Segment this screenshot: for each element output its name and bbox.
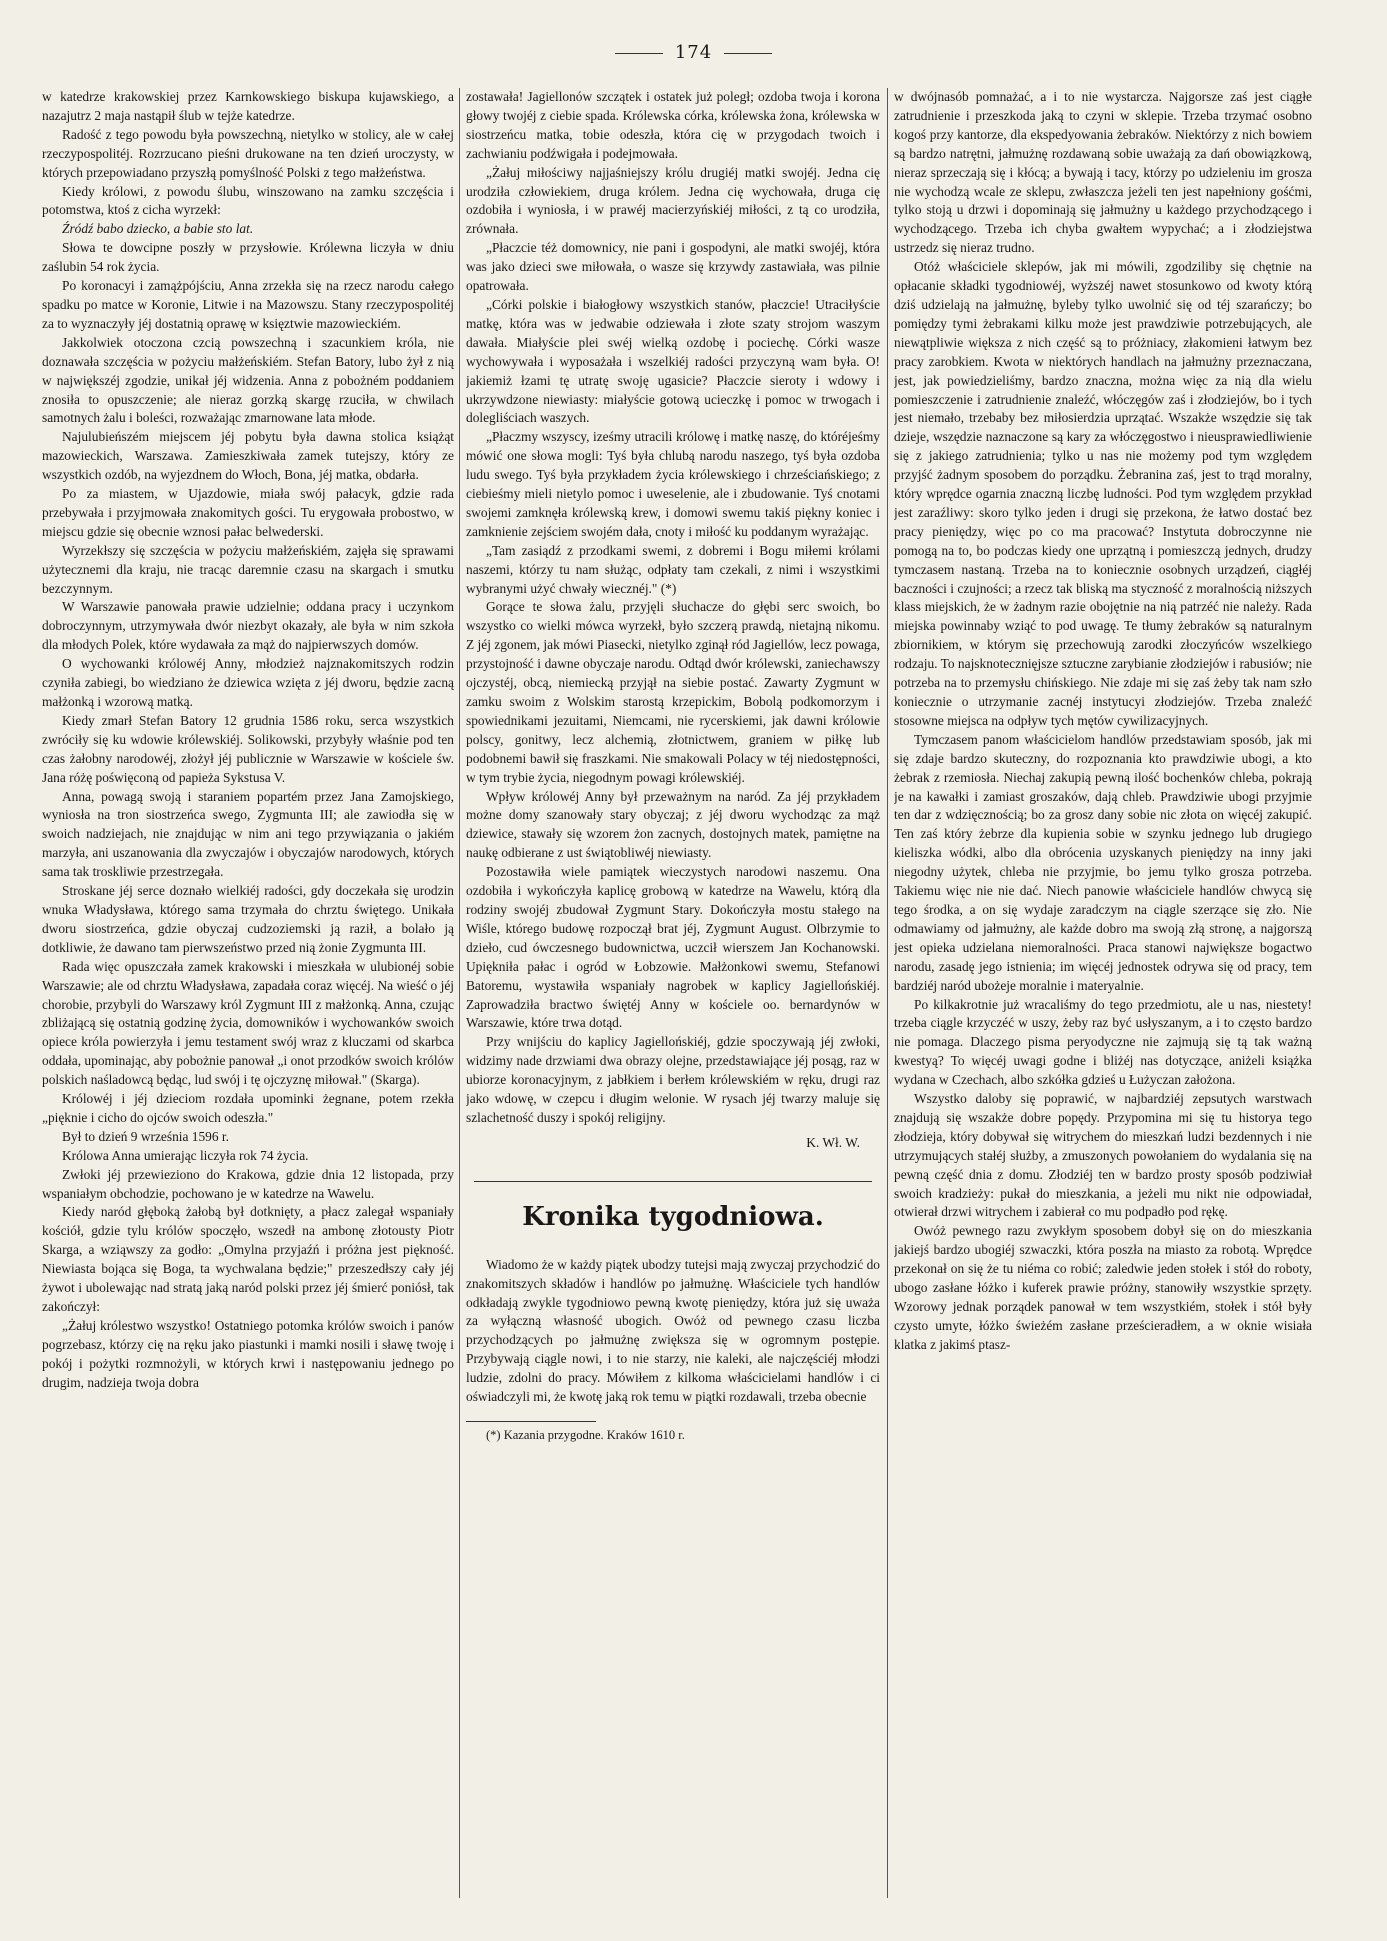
paragraph: „Żałuj miłościwy najjaśniejszy królu drugiéj matki swojéj. Jedna cię urodziła człowiekiem, druga królem. Jedna cię wychowała, druga cię ozdobiła i wyniosła, i w prawéj macierzyńskiéj miłości, z tą co urodziła, zrównała.	[466, 164, 880, 237]
paragraph: W Warszawie panowała prawie udzielnie; oddana pracy i uczynkom dobroczynnym, utrzymywała dwór niezbyt okazały, ale była w nim szkoła dla młodych Polek, które wydawała za mąż do najpierwszych domów.	[42, 599, 454, 653]
paragraph: Rada więc opuszczała zamek krakowski i mieszkała w ulubionéj sobie Warszawie; ale od chrztu Władysława, zapadała coraz więcéj. Na wieść o jéj chorobie, przybyli do Warszawy król Zygmunt III z małżonką. Anna, czując zbliżającą się ostatnią godzinę życia, domowników i wychowanków swoich opiece króla powierzyła i jemu testament swój wraz z kluczami od skarbca oddała, upominając, aby pobożnie panował „i onot przodków swoich królów polskich naśladowcą będąc, lud swój i tę ojczyznę miłował." (Skarga).	[42, 958, 454, 1088]
paragraph: Tymczasem panom właścicielom handlów przedstawiam sposób, jak mi się zdaje bardzo skuteczny, do rozpoznania kto prawdziwie ubogi, a kto żebrak z rzemiosła. Niechaj zakupią pewną ilość bochenków chleba, pokrają je na kawałki i zamiast groszaków, dają chleb. Prawdziwie ubogi przyjmie ten dar z wdzięcznością; bo za grosz dany sobie nic złota on więcéj zakupić. Ten zaś który żebrze dla kupienia sobie w szynku jednego lub drugiego kieliszka wódki, albo dla obrócenia uzyskanych pieniędzy na inny jaki niegodny użytek, chleba nie przyjmie, bo jemu tylko grosza potrzeba. Takiemu więc nie nie dać. Niech panowie właściciele handlów chwycą się tego środka, a on się wydaje zaradczym na ciągle szerzące się zło. Nie odmawiamy od jałmużny, ale każde dobro ma swoją złą stronę, a najgorszą jest opieka udzielana niemoralności. Praca stanowi największe bogactwo narodu, zasadę jego istnienia; im więcéj jednostek odrywa się od pracy, tem bardziéj naród ubożeje moralnie i materyalnie.	[894, 731, 1312, 993]
paragraph: „Żałuj królestwo wszystko! Ostatniego potomka królów swoich i panów pogrzebasz, którzy cię na ręku jako piastunki i mamki nosili i sławę twoję i pokój i pożytki rozmnożyli, w których krwi i następowaniu jednego po drugim, nadzieja twoja dobra	[42, 1317, 454, 1390]
column-divider	[887, 88, 888, 1898]
paragraph: „Córki polskie i białogłowy wszystkich stanów, płaczcie! Utraciłyście matkę, która was w jedwabie odziewała i złote szaty strojom waszym dawała. Miałyście plei swéj wielką ozdobę i pociechę. Córki wasze wychowywała i wyposażała i wszelkiéj radości przyczyną wam była. O! jakiemiż łzami tę utratę swoję ugasicie? Płaczcie sieroty i wdowy i ukrzywdzone niewiasty: miałyście gotową ucieczkę i pomoc w trwogach i dolegliściach waszych.	[466, 296, 880, 426]
paragraph: Wiadomo że w każdy piątek ubodzy tutejsi mają zwyczaj przychodzić do znakomitszych składów i handlów po jałmużnę. Właściciele tych handlów odkładają zwykle tygodniowo pewną kwotę pieniędzy, która już się uważa za wyłączną własność ubogich. Owóż od pewnego czasu liczba przychodzących po jałmużnę zwiększa się w ogromnym postępie. Przybywają ciągle nowi, i to nie starzy, nie kaleki, ale najczęściéj młodzi ludzie, zdolni do pracy. Mówiłem z kilkoma właścicielami handlów i ci oświadczyli mi, że kwotę jaką rok temu w piątki rozdawali, trzeba obecnie	[466, 1256, 880, 1405]
paragraph: Owóż pewnego razu zwykłym sposobem dobył się on do mieszkania jakiejś bardzo ubogiéj szwaczki, która poszła na miasto za robotą. Wprędce przekonał on się że tu niéma co robić; zaledwie jeden stołek i stół do roboty, ubogo zasłane łóżko i kuferek prawie próżny, stanowiły wszystkie sprzęty. Wzorowy jednak porządek panował w tem wszystkiém, stołek i stół były czysto umyte, łóżko świeżém zasłane prześcieradłem, a w oknie wisiała klatka z jakimś ptasz-	[894, 1223, 1312, 1352]
paragraph: Królowa Anna umierając liczyła rok 74 życia.	[62, 1147, 309, 1163]
paragraph: Wpływ królowéj Anny był przeważnym na naród. Za jéj przykładem możne domy szanowały stary obyczaj; z jéj dworu wychodząc za mąż dziewice, stawały się wzorem żon zacnych, dostojnych matek, pamiętne na naukę odbierane z ust świątobliwéj niewiasty.	[466, 788, 880, 861]
paragraph: Słowa te dowcipne poszły w przysłowie. Królewna liczyła w dniu zaślubin 54 rok życia.	[42, 240, 454, 275]
paragraph: Otóż właściciele sklepów, jak mi mówili, zgodziliby się chętnie na opłacanie składki tygodniowéj, wyższéj nawet stosunkowo od kwoty którą dziś udzielają na jałmużnę, byleby tylko uwolnić się od téj szarańczy; bo pomiędzy tymi żebrakami kilku może jest prawdziwie potrzebujących, ale niewątpliwie większa z nich część są to próżniacy, złakomieni łatwym bez pracy zarobkiem. Kwota w niektórych handlach na jałmużny przeznaczana, jest, jak powiedzieliśmy, bardzo znaczna, można więc za nią dla wielu pomieszczenie i zatrudnienie znaleźć, włóczęgów zaś i złodziejów, bo i tych jest niemało, trzebaby bez miłosierdzia uprzątać. Wszakże wszędzie się tak dzieje, wszędzie naznaczone są kary za włóczęgostwo i nieusprawiedliwienie się z jakiego zatrudnienia; tylko u nas nie możemy pod tym względem przyjść żadnym sposobem do porządku. Żebranina zaś, jest to trąd moralny, który wprędce ogarnia znaczną liczbę ludności. Pod tym względem przykład jest zaraźliwy: skoro tylko jeden i drugi się przekona, że łatwo dostać bez pracy pieniędzy, więc po co ma pracować? Instytuta dobroczynne nie pomogą na to, bo podczas kiedy one uprzątną i pomieszczą jednych, drudzy tymczasem nastaną. Trzeba na to koniecznie osobnych urządzeń, ciągłéj baczności i czujności; a rzecz tak bliską ma styczność z moralnością niższych klass miejskich, że w żadnym razie obojętnie na nią patrzéć nie należy. Rada miejska powinnaby wziąć to pod uwagę. Te tłumy żebraków są naturalnym zbiornikiem, w którym się przechowują zarodki złoczyńców wszelkiego rodzaju. To najsknotecznięjsze sztuczne zarybianie złodziejów i rabusiów; nie potrzeba na to przemysłu chińskiego. Nie zdaje mi się zaś żeby tak nam szło koniecznie o utrzymanie zacnéj instytucyi złodziejów. Trzeba znaleźć stosowne miejsca na odpływ tych mętów cywilizacyjnych.	[894, 259, 1312, 728]
paragraph: Najulubieńszém miejscem jéj pobytu była dawna stolica książąt mazowieckich, Warszawa. Zamieszkiwała zamek tutejszy, który ze wszystkich ozdób, na wyjezdnem do Włoch, Bona, jéj matka, obdarła.	[42, 429, 454, 483]
paragraph: Po kilkakrotnie już wracaliśmy do tego przedmiotu, ale u nas, niestety! trzeba ciągle krzyczéć w uszy, żeby raz być usłyszanym, a i to często bardzo nie pomaga. Dlaczego pisma peryodyczne nie zajmują się tą tak ważną kwestyą? To więcéj uwagi godne i bliżéj nas dotyczące, aniżeli książka wydana w Czechach, albo szkółka gdzieś u Łużyczan założona.	[894, 996, 1312, 1088]
paragraph: w dwójnasób pomnażać, a i to nie wystarcza. Najgorsze zaś jest ciągłe zatrudnienie i przeszkoda jaką to czyni w sklepie. Trzeba trzymać osobno kogoś przy kantorze, dla ekspedyowania żebraków. Niektórzy z nich bowiem są bardzo natrętni, jałmużnę rozdawaną sobie uważają za dań obowiązkową, nieraz sprzeczają się i kłócą; a bywają i tacy, którzy po udzieleniu im grosza nie wychodzą wcale ze sklepu, zwłaszcza jeżeli ten jest napełniony gośćmi, tylko stoją u drzwi i dopominają się jałmużny u każdego przychodzącego i wychodzącego. Trzeba ich chyba gwałtem wypychać; a i złodziejstwa ustrzedz się nieraz trudno.	[894, 89, 1312, 256]
article-column-1	[42, 88, 454, 1918]
paragraph: Anna, powagą swoją i staraniem popartém przez Jana Zamojskiego, wyniosła na tron siostrzeńca swego, Zygmunta III; ale zawiodła się w swoich nadziejach, nie znajdując w nim ani tego przywiązania o jakiém marzyła, ani uszanowania dla zwyczajów i obyczajów narodowych, których sama tak troskliwie przestrzegała.	[42, 788, 454, 880]
column-divider	[459, 88, 460, 1898]
paragraph: Gorące te słowa żalu, przyjęli słuchacze do głębi serc swoich, bo wszystko co wielki mówca wyrzekł, było szczerą prawdą, nietajną nikomu. Z jéj zgonem, jak mówi Piasecki, nietylko zginął ród Jagiellów, lecz powaga, przystojność i dawne obyczaje narodu. Odtąd dwór królewski, zaniechawszy ojczystéj, obcą, niemiecką przyjął na siebie postać. Zawarty Zygmunt w zamku swoim z Wolskim starostą krzepickim, Bobolą podkomorzym i spowiednikami jezuitami, Niemcami, nie rycerskiemi, jak dawni królowie polscy, gonitwy, lecz alchemią, złotnictwem, graniem w piłkę lub podobnemi bawił się fraszkami. Nie smakowali Polacy w téj niedostępności, w tym trybie życia, niegodnym powagi królewskiéj.	[466, 599, 880, 785]
paragraph: Był to dzień 9 września 1596 r.	[62, 1128, 229, 1144]
paragraph: „Płaczcie téż domownicy, nie pani i gospodyni, ale matki swojéj, która was jako dzieci swe miłowała, o wasze się krzywdy zastawiała, was pilnie opatrowała.	[466, 240, 880, 294]
paragraph: Pozostawiła wiele pamiątek wieczystych narodowi naszemu. Ona ozdobiła i wykończyła kaplicę grobową w katedrze na Wawelu, którą dla rodziny swojéj zbudował Zygmunt Stary. Dokończyła mostu stałego na Wiśle, którego budowę rozpoczął brat jéj, Zygmunt August. Olbrzymie to dzieło, cud ówczesnego budownictwa, uczcił wierszem Jan Kochanowski. Upiękniła pałac i ogród w Łobzowie. Małżonkowi swemu, Stefanowi Batoremu, wystawiła wspaniały nagrobek w kaplicy Jagiellońskiéj. Zaprowadziła bractwo świętéj Anny w kościele oo. bernardynów w Warszawie, które trwa dotąd.	[466, 864, 880, 1031]
footnote: (*) Kazania przygodne. Kraków 1610 r.	[486, 1428, 685, 1442]
page-number	[0, 42, 1387, 63]
footnote-rule	[466, 1421, 596, 1422]
author-signature: K. Wł. W.	[806, 1134, 860, 1150]
paragraph: Zwłoki jéj przewieziono do Krakowa, gdzie dnia 12 listopada, przy wspaniałym obchodzie, pochowano je w katedrze na Wawelu.	[42, 1166, 454, 1201]
paragraph: Po koronacyi i zamążpójściu, Anna zrzekła się na rzecz narodu całego spadku po matce w Koronie, Litwie i na Mazowszu. Stany rzeczypospolitéj za to wyznaczyły jéj dostatnią oprawę w księztwie mazowieckiém.	[42, 278, 454, 331]
article-column-3	[894, 88, 1312, 1918]
paragraph: Przy wnijściu do kaplicy Jagiellońskiéj, gdzie spoczywają jéj zwłoki, widzimy nade drzwiami dwa obrazy olejne, przedstawiające jéj posąg, raz w ubiorze koronacyjnym, z jabłkiem i berłem królewskiém w ręku, drugi raz jako wdowę, w czepcu i długim welonie. W rysach jéj twarzy maluje się szlachetność duszy i spokój religijny.	[466, 1034, 880, 1125]
paragraph: O wychowanki królowéj Anny, młodzież najznakomitszych rodzin czyniła zabiegi, bo wiedziano że dziewica wzięta z jéj dworu, będzie zacną małżonką i wzorową matką.	[42, 656, 454, 709]
paragraph: Wszystko daloby się poprawić, w najbardziéj zepsutych warstwach znajdują się wszakże dobre popędy. Przypomina mi się tu historya tego złodzieja, który dobywał się witrychem do mieszkań ludzi bezdennych i nie utrzymujących stałéj służby, a zmuszonych powołaniem do wydalania się na pewną część dnia z domu. Złodziéj ten w bardzo prosty sposób podziwiał swoich kradzieży: pukał do mieszkania, a jeżeli mu nikt nie odpowiadał, otwierał drzwi witrychem i zabierał co mu podpadło pod rękę.	[894, 1091, 1312, 1220]
paragraph: Królowéj i jéj dzieciom rozdała upominki żegnane, potem rzekła „pięknie i cicho do ojców swoich odeszła."	[42, 1091, 454, 1125]
page-number-rule-right	[724, 53, 772, 54]
paragraph: zostawała! Jagiellonów szczątek i ostatek już poległ; ozdoba twoja i korona głowy twojéj z ciebie spada. Królewska córka, królewska żona, królewska w siostrzeńcu matka, tobie odeszła, która cię w przygodach twoich i zachwianiu podźwigała i podejmowała.	[466, 89, 880, 161]
quote-line: Źródź babo dziecko, a babie sto lat.	[62, 221, 254, 237]
section-rule	[474, 1181, 872, 1182]
paragraph: Jakkolwiek otoczona czcią powszechną i szacunkiem króla, nie doznawała szczęścia w pożyciu małżeńskiém. Stefan Batory, lubo żył z nią w największéj zgodzie, unikał jéj widzenia. Anna z pobożném poddaniem znosiła to opuszczenie; ale nieraz gorzką skargę rzuciła, w chwilach samotnych żalu i boleści, rozważając zmarnowane lata młode.	[42, 334, 454, 426]
page-number-rule-left	[615, 53, 663, 54]
paragraph: Kiedy królowi, z powodu ślubu, winszowano na zamku szczęścia i potomstwa, ktoś z cicha wyrzekł:	[42, 183, 454, 218]
paragraph: „Tam zasiądź z przodkami swemi, z dobremi i Bogu miłemi królami naszemi, którzy tu nam służąc, odpłaty tam czekali, z nimi i wszystkimi wybranymi użyć chwały wiecznéj." (*)	[466, 542, 880, 596]
article-column-2	[466, 88, 880, 1918]
paragraph: w katedrze krakowskiej przez Karnkowskiego biskupa kujawskiego, a nazajutrz 2 maja nastąpił ślub w tejże katedrze.	[42, 89, 454, 123]
paragraph: Stroskane jéj serce doznało wielkiéj radości, gdy doczekała się urodzin wnuka Władysława, którego sama trzymała do chrztu świętego. Unikała dworu siostrzeńca, gdzie obyczaj cudzoziemski ją raził, a bolało ją dotkliwie, że dawano tam pierwszeństwo przed nią żonie Zygmunta III.	[42, 883, 454, 955]
paragraph: Kiedy naród głęboką żałobą był dotknięty, a płacz zalegał wspaniały kościół, gdzie tylu królów spoczęło, wszedł na ambonę złotousty Piotr Skarga, a wziąwszy za godło: „Omylna przyjaźń i próżna jest piękność. Niewiasta bojąca się Boga, ta wychwalana będzie;" przeszedłszy cały jéj żywot i ubolewając nad stratą jaką naród polski przez jéj śmierć poniósł, tak zakończył:	[42, 1204, 454, 1314]
paragraph: Po za miastem, w Ujazdowie, miała swój pałacyk, gdzie rada przebywała i przyjmowała znakomitych gości. Tu erygowała probostwo, w miejscu gdzie się obecnie wznosi pałac belwederski.	[42, 486, 454, 539]
paragraph: Radość z tego powodu była powszechną, nietylko w stolicy, ale w całej rzeczypospolitéj. Rozrzucano pieśni drukowane na ten dzień uroczysty, w których przepowiadano przyszłą pomyślność Polski z tego małżeństwa.	[42, 126, 454, 180]
paragraph: Wyrzekłszy się szczęścia w pożyciu małżeńskiém, zajęła się sprawami użytecznemi dla kraju, nie tracąc daremnie czasu na skargach i smutku bezczynnym.	[42, 542, 454, 596]
paragraph: Kiedy zmarł Stefan Batory 12 grudnia 1586 roku, serca wszystkich zwróciły się ku wdowie królewskiéj. Solikowski, przybyły właśnie pod ten czas żałobny narodowéj, złożył jéj publicznie w Warszawie w kościele św. Jana różę poświęconą od papieża Sykstusa V.	[42, 712, 454, 785]
page-number-text: 174	[674, 42, 713, 63]
paragraph: „Płaczmy wszyscy, iześmy utracili królowę i matkę naszę, do któréjeśmy mówić one słowa mogli: Tyś była chlubą narodu naszego, tyś była ozdoba ludu swego. Tyś była przykładem życia królewskiego i chrześciańskiego; z ciebieśmy mieli nietylo pomoc i uweselenie, ale i zbudowanie. Tyś cnotami swojemi zamknęła królewską krew, i domowi swemu takiś piękny koniec i zamknienie zejściem swojém dała, cnoty i miłość ku poddanym wyrażając.	[466, 429, 880, 539]
section-heading: Kronika tygodniowa.	[522, 1201, 824, 1232]
